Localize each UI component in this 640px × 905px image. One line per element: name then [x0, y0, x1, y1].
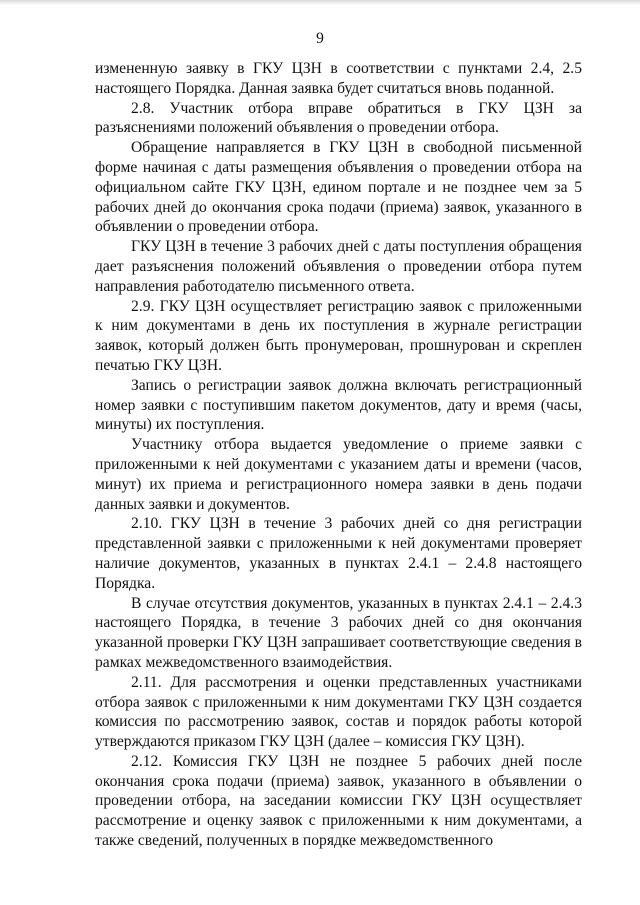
paragraph-2-9: 2.9. ГКУ ЦЗН осуществляет регистрацию заявок с приложенными к ним документами в день их поступления в журнале регистрации заявок, который должен быть пронумерован, прошнурован и скреплен печатью ГКУ ЦЗН. — [95, 297, 582, 374]
paragraph-2-11: 2.11. Для рассмотрения и оценки представленных участниками отбора заявок с приложенными к ним документами ГКУ ЦЗН создается комиссия по рассмотрению заявок, состав и порядок работы которой утверждаются приказом ГКУ ЦЗН (далее – комиссия ГКУ ЦЗН). — [95, 673, 582, 751]
paragraph-appeal-form: Обращение направляется в ГКУ ЦЗН в свободной письменной форме начиная с даты размещения объявления о проведении отбора на официальном сайте ГКУ ЦЗН, едином портале и не позднее чем за 5 рабочих дней до окончания срока подачи (приема) заявок, указанного в объявлении о проведении отбора. — [95, 139, 582, 236]
paragraph-registration-record: Запись о регистрации заявок должна включать регистрационный номер заявки с поступившим пакетом документов, дату и время (часы, минуты) их поступления. — [95, 376, 582, 434]
paragraph-clarification-response: ГКУ ЦЗН в течение 3 рабочих дней с даты поступления обращения дает разъяснения положений объявления о проведении отбора путем направления работодателю письменного ответа. — [95, 238, 582, 295]
paragraph-2-12: 2.12. Комиссия ГКУ ЦЗН не позднее 5 рабочих дней после окончания срока подачи (приема) заявок, указанного в объявлении о проведении отбора, на заседании комиссии ГКУ ЦЗН осуществляет рассмотрение и оценку заявок с приложенными к ним документами, а также сведений, полученных в порядке межведомственного — [95, 752, 582, 850]
page-number: 9 — [316, 30, 324, 47]
scan-top-edge — [0, 0, 640, 5]
paragraph-notification: Участнику отбора выдается уведомление о приеме заявки с приложенными к ней документами с указанием даты и времени (часов, минут) их приема и регистрационного номера заявки в день подачи данных заявки и документов. — [95, 436, 582, 513]
paragraph-2-8: 2.8. Участник отбора вправе обратиться в ГКУ ЦЗН за разъяснениями положений объявления о проведении отбора. — [95, 99, 582, 137]
paragraph-2-10: 2.10. ГКУ ЦЗН в течение 3 рабочих дней со дня регистрации представленной заявки с приложенными к ней документами проверяет наличие документов, указанных в пунктах 2.4.1 – 2.4.8 настоящего Порядка. — [95, 515, 582, 592]
paragraph-missing-documents: В случае отсутствия документов, указанных в пунктах 2.4.1 – 2.4.3 настоящего Порядка, в течение 3 рабочих дней со дня окончания указанной проверки ГКУ ЦЗН запрашивает соответствующие сведения в рамках межведомственного взаимодействия. — [95, 594, 582, 671]
document-body — [95, 59, 582, 851]
paragraph-continuation: измененную заявку в ГКУ ЦЗН в соответствии с пунктами 2.4, 2.5 настоящего Порядка. Данная заявка будет считаться вновь поданной. — [95, 60, 582, 97]
